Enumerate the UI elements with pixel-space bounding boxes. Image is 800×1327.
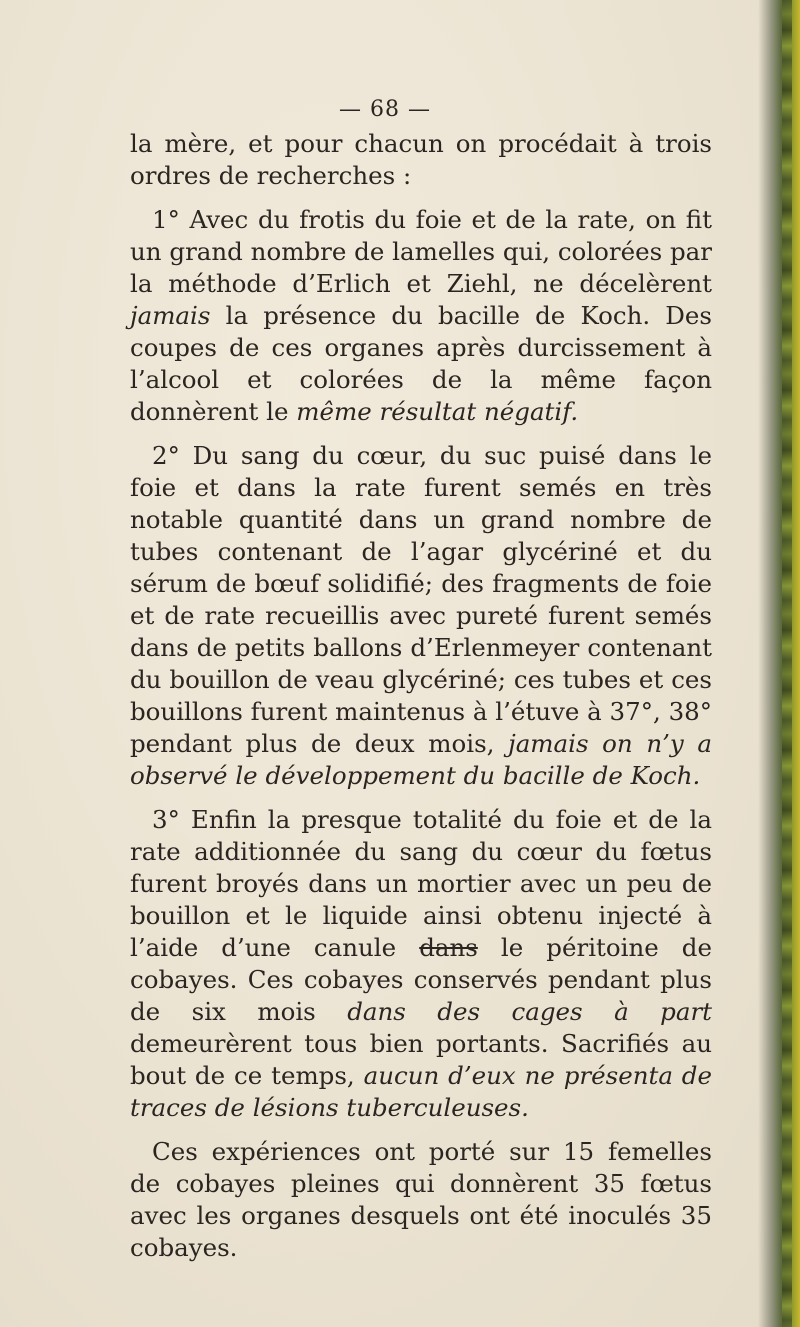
paragraph-1-emphasis-1: jamais (130, 301, 211, 330)
page-edge-shadow (758, 0, 800, 1327)
paragraph-2-emphasis: jamais on n’y a observé le développement du bacille de Koch. (130, 729, 713, 790)
paragraph-2-text: 2° Du sang du cœur, du suc puisé dans le foie et dans la rate furent semés en très notable quantité dans un grand nombre de tubes contenant de l’agar glycériné et du sérum de bœuf solidifié; des fragments de foie et de rate recueillis avec pureté furent semés dans de petits ballons d’Erlenmeyer contenant du bouillon de veau glycériné; ces tubes et ces bouillons furent maintenus à l’étuve à 37°, 38° pendant plus de deux mois, (130, 441, 712, 758)
paragraph-3-emphasis-2: aucun d’eux ne présenta de traces de lésions tuberculeuses. (130, 1061, 712, 1122)
paragraph-3 (130, 804, 712, 1124)
page-number: — 68 — (339, 97, 431, 122)
paragraph-1-text-b: la présence du bacille de Koch. Des coupes de ces organes après durcissement à l’alcool et colorées de la même façon donnèrent le (130, 301, 712, 426)
paragraph-1 (130, 204, 712, 428)
paragraph-2 (130, 440, 712, 792)
paragraph-intro (130, 128, 712, 192)
paragraph-3-emphasis-1: dans des cages à part (347, 997, 712, 1026)
paragraph-4-text: Ces expériences ont porté sur 15 femelles de cobayes pleines qui donnèrent 35 fœtus avec les organes desquels ont été inoculés 35 cobayes. (130, 1137, 712, 1262)
paragraph-intro-text: la mère, et pour chacun on procédait à trois ordres de recherches : (130, 129, 712, 190)
paragraph-3-text-b: le péritoine de cobayes. Ces cobayes conservés pendant plus de six mois (130, 933, 712, 1026)
paragraph-3-struck-word: dans (419, 933, 478, 962)
paragraph-4 (130, 1136, 712, 1264)
body-text (130, 128, 712, 1276)
paragraph-1-text-a: 1° Avec du frotis du foie et de la rate, on fit un grand nombre de lamelles qui, colorées par la méthode d’Erlich et Ziehl, ne décelèrent (130, 205, 712, 298)
paragraph-3-text-c: demeurèrent tous bien portants. Sacrifiés au bout de ce temps, (130, 1029, 712, 1090)
paragraph-1-emphasis-2: même résultat négatif. (296, 397, 579, 426)
paragraph-3-text-a: 3° Enfin la presque totalité du foie et de la rate additionnée du sang du cœur du fœtus furent broyés dans un mortier avec un peu de bouillon et le liquide ainsi obtenu injecté à l’aide d’une canule (130, 805, 712, 962)
page-edge-binding (782, 0, 792, 1327)
